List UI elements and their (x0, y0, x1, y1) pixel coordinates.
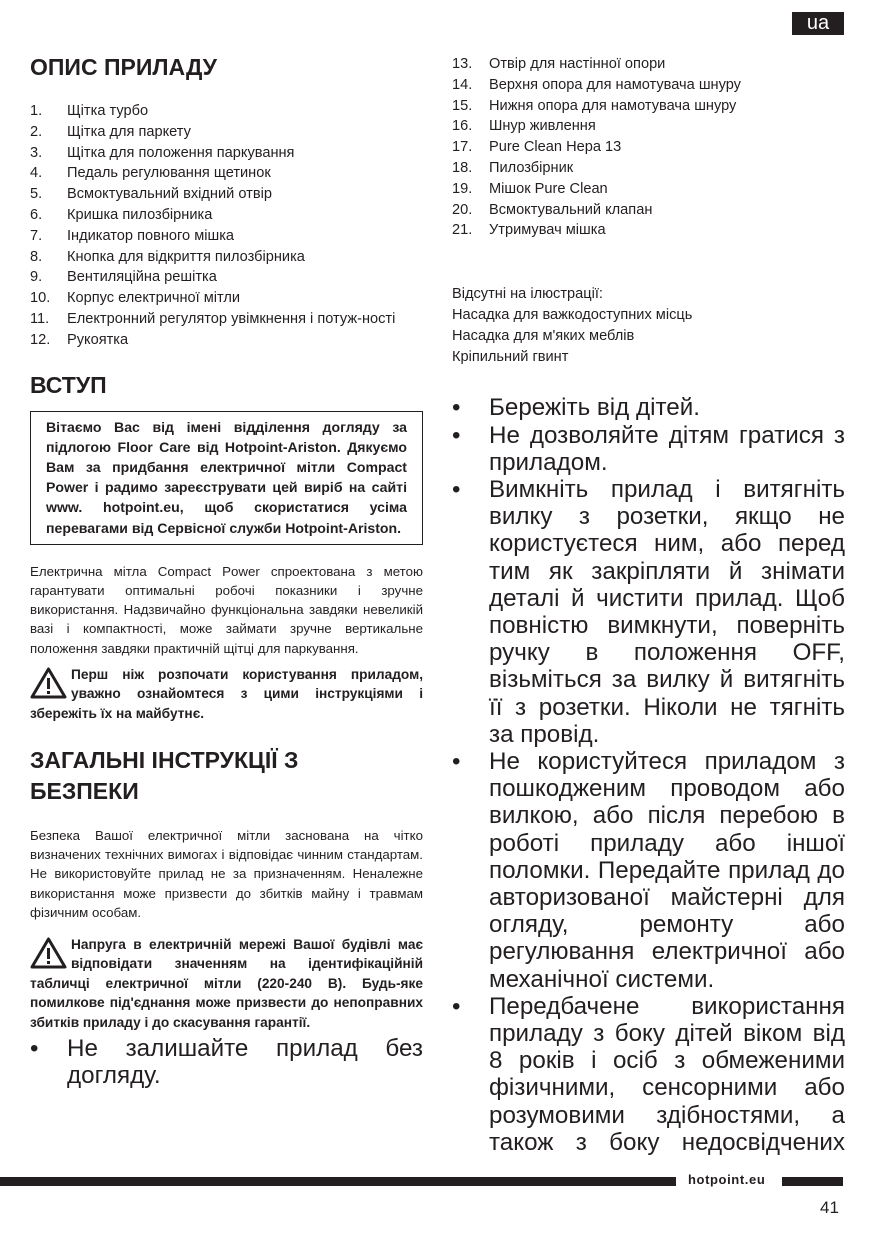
safety-bullets-left (30, 1035, 423, 1089)
list-item-number: 2. (30, 123, 43, 140)
list-item (30, 122, 423, 143)
intro-warning (30, 665, 423, 723)
list-item (452, 116, 845, 137)
list-item-number: 1. (30, 103, 43, 119)
list-item (452, 993, 845, 1156)
voltage-warning-text: Напруга в електричній мережі Вашої будівлі має відповідати значенням на ідентифікаційній табличці електричної мітли (220-240 В). Будь-яке помилкове під'єднання може призвести до непоправних збитків приладу і до скасування гарантії. (30, 937, 423, 1030)
parts-list-right (452, 54, 845, 241)
list-item (452, 422, 845, 476)
safety-title: ЗАГАЛЬНІ ІНСТРУКЦІЇ З БЕЗПЕКИ (30, 747, 299, 805)
list-item-text: Електронний регулятор увімкнення і потуж-ності (67, 310, 396, 327)
absent-accessories (452, 284, 845, 367)
list-item-number: 14. (452, 76, 473, 93)
list-item-text: Індикатор повного мішка (67, 227, 235, 244)
bullet-text: Не залишайте прилад без догляду. (67, 1035, 423, 1090)
brand-logo: hotpoint.eu (688, 1172, 766, 1187)
list-item-text: Нижня опора для намотувача шнуру (489, 97, 737, 114)
list-item-number: 6. (30, 206, 43, 223)
bullet-text: Не дозволяйте дітям гратися з приладом. (489, 421, 845, 476)
list-item-number: 9. (30, 269, 43, 286)
list-item-text: Щітка для паркету (67, 123, 191, 140)
list-item-number: 12. (30, 331, 51, 348)
list-item-number: 16. (452, 118, 473, 135)
parts-list-left (30, 101, 423, 351)
list-item (30, 184, 423, 205)
footer-rule (0, 1177, 676, 1186)
list-item-text: Щітка для положення паркування (67, 144, 295, 161)
language-badge: ua (792, 12, 844, 35)
list-item (30, 267, 423, 288)
list-item-number: 7. (30, 227, 43, 244)
intro-warning-text: Перш ніж розпочати користування приладом, уважно ознайомтеся з цими інструкціями і збережіть їх на майбутнє. (30, 666, 423, 721)
list-item-number: 4. (30, 165, 43, 182)
intro-paragraph: Електрична мітла Compact Power спроектована з метою гарантувати оптимальні робочі показники і зручне використання. Надзвичайно функціональна завдяки невеликій вазі і компактності, може займати зручне вертикальне положення завдяки практичній щітці для паркування. (30, 563, 423, 656)
list-item-text: Вентиляційна решітка (67, 269, 217, 286)
list-item (452, 200, 845, 221)
list-item (452, 748, 845, 993)
list-item-text: Мішок Pure Clean (489, 180, 608, 197)
list-item-text: Всмоктувальний вхідний отвір (67, 186, 272, 203)
list-item-number: 18. (452, 159, 473, 176)
list-item-text: Пилозбірник (489, 159, 574, 176)
list-item-number: 15. (452, 97, 473, 114)
list-item (452, 137, 845, 158)
list-item (452, 476, 845, 748)
list-item (452, 158, 845, 179)
safety-paragraph: Безпека Вашої електричної мітли заснована на чітко визначених технічних вимогах і відповідає чинним стандартам. Не використовуйте прилад не за призначенням. Неналежне використання може призвести до збитків майну і травмам фізичним особам. (30, 828, 423, 920)
list-item (452, 220, 845, 241)
list-item (452, 96, 845, 117)
list-item-text: Кришка пилозбірника (67, 206, 213, 223)
bullet-text: Не користуйтеся приладом з пошкодженим проводом або вилкою, або після перебою в роботі приладу або іншої поломки. Передайте прилад до авторизованої майстерні для огляду, ремонту або регулювання електричної або механічної системи. (489, 748, 845, 993)
absent-title: Відсутні на ілюстрації: (452, 286, 603, 303)
list-item-text: Корпус електричної мітли (67, 290, 241, 307)
list-item-number: 19. (452, 180, 473, 197)
list-item-number: 10. (30, 290, 51, 307)
list-item (452, 75, 845, 96)
list-item-number: 13. (452, 56, 473, 72)
bullet-dot: • (452, 992, 461, 1020)
list-item (452, 179, 845, 200)
list-item-text: Щітка турбо (67, 103, 149, 119)
list-item-text: Утримувач мішка (489, 222, 606, 239)
warning-icon (30, 937, 67, 969)
list-item-number: 20. (452, 201, 473, 218)
list-item (30, 143, 423, 164)
page-number: 41 (820, 1198, 839, 1217)
list-item (30, 101, 423, 122)
list-item (30, 330, 423, 351)
warning-icon (30, 667, 67, 699)
list-item-text: Кнопка для відкриття пилозбірника (67, 248, 305, 265)
safety-bullets-right (452, 394, 845, 1156)
left-column (30, 52, 423, 1089)
list-item-text: Отвір для настінної опори (489, 56, 666, 72)
list-item-text: Рукоятка (67, 331, 129, 348)
list-item-text: Шнур живлення (489, 118, 596, 135)
list-item-number: 17. (452, 139, 473, 156)
bullet-text: Вимкніть прилад і витягніть вилку з розетки, якщо не користуєтеся ним, або перед тим як закріпляти й знімати деталі й чистити прилад. Щоб повністю вимкнути, поверніть ручку в положення OFF, візьміться за вилку й витягніть її з розетки. Ніколи не тягніть за провід. (489, 475, 845, 748)
bullet-text: Передбачене використання приладу з боку дітей віком від 8 років і осіб з обмеженими фізичними, сенсорними або розумовими здібностями, а також з боку недосвідчених (489, 992, 845, 1156)
voltage-warning (30, 935, 423, 1032)
list-item (30, 226, 423, 247)
list-item-text: Педаль регулювання щетинок (67, 165, 271, 182)
list-item (30, 163, 423, 184)
list-item (30, 1035, 423, 1089)
list-item (30, 205, 423, 226)
bullet-dot: • (452, 475, 461, 503)
list-item-number: 8. (30, 248, 43, 265)
list-item-number: 5. (30, 186, 43, 203)
list-item-number: 11. (30, 310, 50, 327)
footer-rule-end (782, 1177, 843, 1186)
bullet-dot: • (30, 1035, 39, 1063)
bullet-dot: • (452, 421, 461, 449)
absent-item: Насадка для важкодоступних місць (452, 306, 693, 323)
list-item (30, 288, 423, 309)
list-item-text: Pure Clean Hepa 13 (489, 139, 622, 156)
list-item-text: Всмоктувальний клапан (489, 201, 653, 218)
list-item (452, 54, 845, 75)
description-title: ОПИС ПРИЛАДУ (30, 54, 217, 80)
list-item (452, 394, 845, 421)
list-item (30, 247, 423, 268)
list-item-number: 21. (452, 222, 473, 239)
absent-item: Кріпильний гвинт (452, 348, 569, 365)
absent-item: Насадка для м'яких меблів (452, 327, 635, 344)
welcome-box: Вітаємо Вас від імені відділення догляду за підлогою Floor Care від Hotpoint-Ariston. Дякуємо Вам за придбання електричної мітли Compact Power і радимо зареєструвати цей виріб на сайті www. hotpoint.eu, щоб скористатися усіма перевагами від Сервісної служби Hotpoint-Ariston. (30, 411, 423, 545)
bullet-dot: • (452, 748, 461, 775)
list-item (30, 309, 423, 330)
right-column (452, 54, 845, 1156)
bullet-text: Бережіть від дітей. (489, 394, 700, 422)
bullet-dot: • (452, 394, 461, 422)
list-item-number: 3. (30, 144, 43, 161)
intro-title: ВСТУП (30, 371, 107, 398)
list-item-text: Верхня опора для намотувача шнуру (489, 76, 741, 93)
